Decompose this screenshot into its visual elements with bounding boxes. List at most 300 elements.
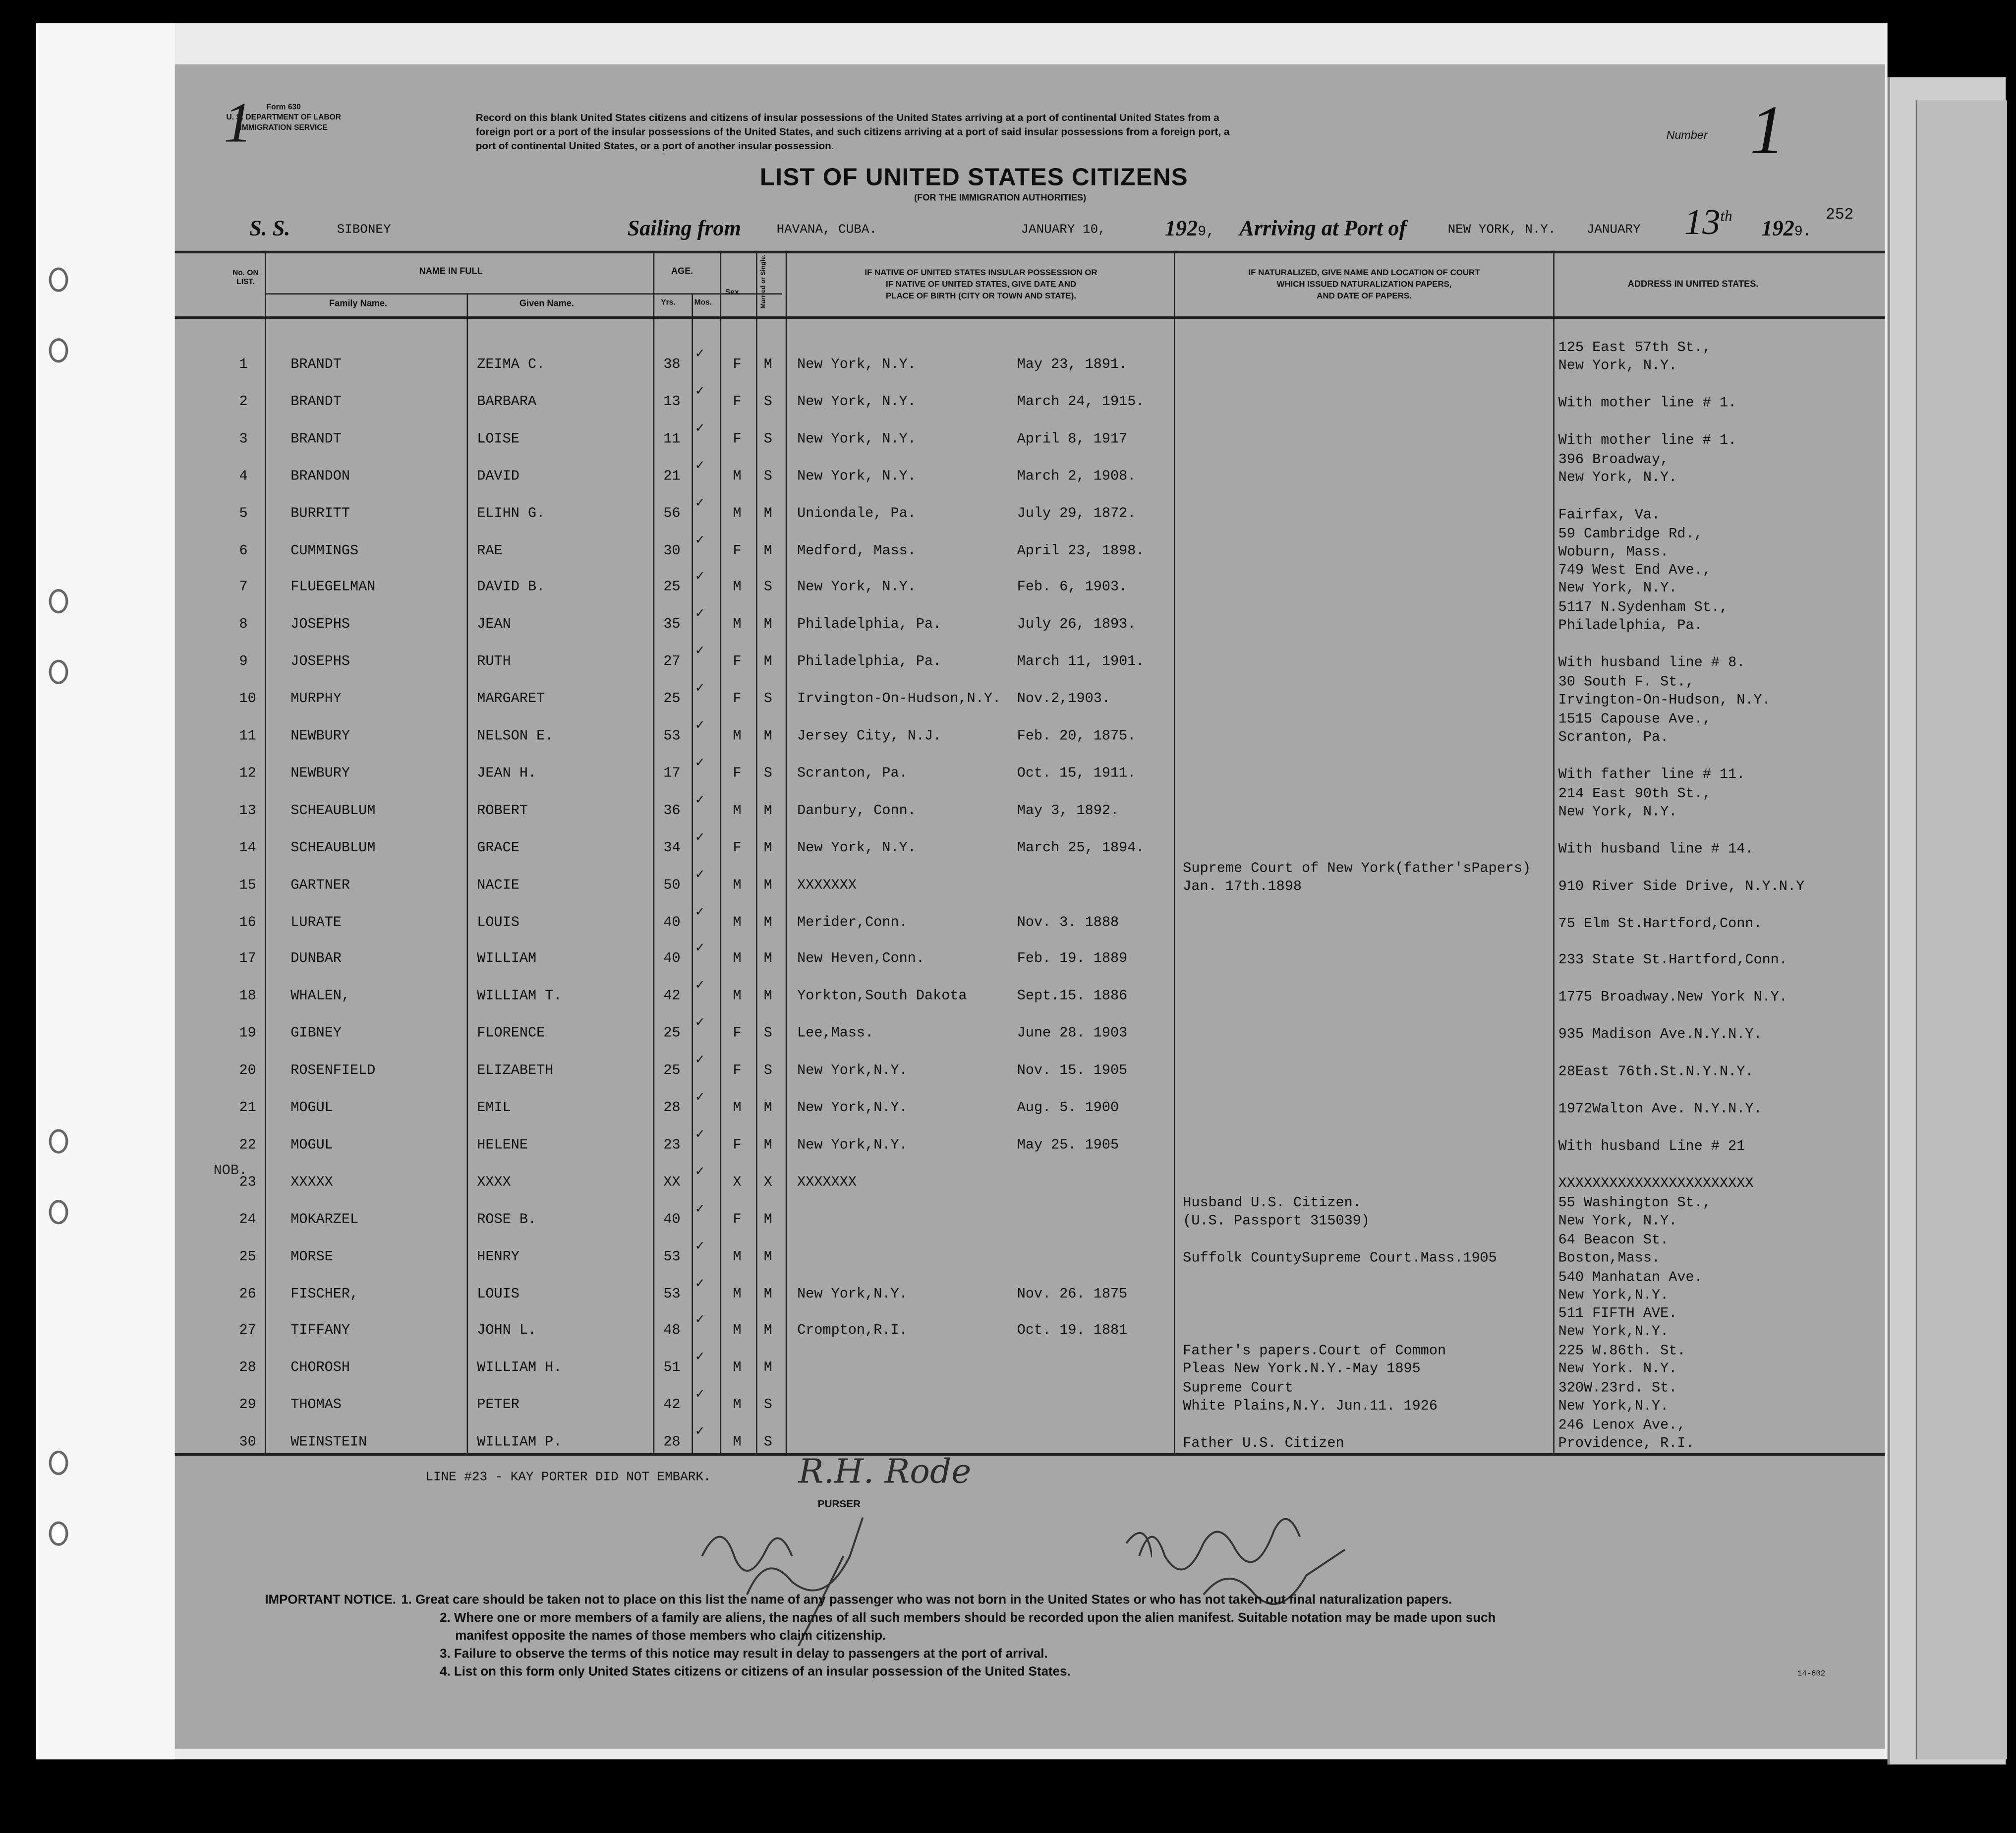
birth-place: New Heven,Conn. (797, 952, 925, 968)
row-number: 12 (239, 766, 256, 782)
birth-date: Nov. 26. 1875 (1017, 1287, 1128, 1302)
birth-place: New York, N.Y. (797, 580, 916, 596)
line-note: LINE #23 - KAY PORTER DID NOT EMBARK. (425, 1471, 711, 1485)
address-line: 935 Madison Ave.N.Y.N.Y. (1558, 1027, 1762, 1044)
given-name: ROBERT (477, 803, 528, 819)
sex: F (733, 395, 742, 411)
signature-stroke (702, 1537, 792, 1571)
birth-place: Medford, Mass. (797, 543, 916, 559)
address-line: 246 Lenox Ave., (1558, 1419, 1686, 1434)
important-notice (265, 1592, 1496, 1682)
naturalization-line: Pleas New York.N.Y.-May 1895 (1183, 1362, 1421, 1378)
row-number: 8 (239, 617, 248, 633)
given-name: ELIZABETH (477, 1064, 554, 1079)
us-address (1558, 377, 1737, 413)
address-line: Scranton, Pa. (1558, 730, 1669, 746)
given-name: JOHN L. (477, 1324, 537, 1340)
table-row (175, 1232, 1885, 1269)
birth-date: May 23, 1891. (1017, 357, 1128, 373)
address-line (1558, 414, 1737, 432)
row-number: 1 (239, 357, 248, 373)
check-mark-icon: ✓ (695, 459, 704, 474)
row-number: 13 (239, 803, 256, 819)
ship-name: SIBONEY (337, 224, 391, 238)
check-mark-icon: ✓ (695, 1351, 704, 1366)
age-years: 34 (663, 840, 681, 856)
col-header-family: Family Name. (329, 299, 388, 309)
address-line: Philadelphia, Pa. (1558, 619, 1703, 635)
birth-date: Sept.15. 1886 (1017, 989, 1128, 1005)
punch-hole (49, 268, 68, 292)
age-years: 25 (663, 692, 681, 708)
address-line: 55 Washington St., (1558, 1195, 1711, 1211)
birth-place: New York, N.Y. (797, 431, 916, 448)
instruction-line: port of continental United States, or a port of another insular possession. (475, 140, 834, 152)
family-name: MOGUL (290, 1138, 333, 1154)
sex: F (733, 357, 742, 373)
address-line (1558, 934, 1787, 952)
us-address (1558, 1418, 1694, 1454)
birth-place: Irvington-On-Hudson,N.Y. (797, 692, 1001, 708)
address-line: 320W.23rd. St. (1558, 1381, 1677, 1397)
sex: M (733, 878, 742, 893)
address-line (1558, 637, 1745, 654)
address-line: 233 State St.Hartford,Conn. (1558, 953, 1787, 969)
signature-stroke (747, 1518, 863, 1595)
back-page-edge-2 (1916, 100, 2007, 1759)
table-row (175, 1083, 1885, 1120)
given-name: EMIL (477, 1101, 511, 1117)
year-suffix: 9. (1794, 225, 1811, 241)
family-name: BRANDT (290, 431, 342, 448)
check-mark-icon: ✓ (695, 570, 704, 586)
address-line: With mother line # 1. (1558, 433, 1737, 449)
sex: M (733, 1287, 742, 1302)
age-years: 23 (663, 1138, 681, 1154)
punch-hole (49, 660, 68, 684)
address-line: 511 FIFTH AVE. (1558, 1307, 1677, 1323)
table-row (175, 563, 1885, 600)
table-row (175, 1306, 1885, 1343)
citizens-list-form (175, 64, 1885, 1749)
given-name: DAVID B. (477, 580, 545, 596)
address-line: 214 East 90th St., (1558, 786, 1711, 803)
arriving-month: JANUARY (1586, 224, 1641, 238)
age-years: 51 (663, 1361, 681, 1377)
marital-status: S (763, 431, 772, 448)
row-number: 24 (239, 1212, 256, 1228)
naturalization-line: White Plains,N.Y. Jun.11. 1926 (1183, 1399, 1438, 1415)
sex: M (733, 580, 742, 596)
naturalization-details (1183, 860, 1531, 896)
address-line: XXXXXXXXXXXXXXXXXXXXXXX (1558, 1176, 1754, 1192)
row-number: 5 (239, 506, 248, 522)
marital-status: M (763, 989, 772, 1005)
arriving-label: Arriving at Port of (1239, 216, 1407, 241)
family-name: MOKARZEL (290, 1212, 359, 1228)
given-name: WILLIAM H. (477, 1361, 562, 1377)
marital-status: S (763, 1435, 772, 1451)
us-address (1558, 526, 1703, 562)
birth-date: March 24, 1915. (1017, 395, 1145, 411)
birth-place: Scranton, Pa. (797, 766, 908, 782)
col-header-native (795, 268, 1167, 302)
row-number: 15 (239, 878, 256, 893)
us-address (1558, 1008, 1762, 1045)
age-years: 28 (663, 1101, 681, 1117)
arriving-day (1684, 203, 1732, 244)
table-row (175, 674, 1885, 711)
row-number: 26 (239, 1287, 256, 1302)
check-mark-icon: ✓ (695, 718, 704, 735)
age-years: 13 (663, 395, 681, 411)
check-mark-icon: ✓ (695, 1053, 704, 1069)
check-mark-icon: ✓ (695, 830, 704, 846)
col-header-sex: Sex. (725, 289, 741, 297)
family-name: FISCHER, (290, 1287, 359, 1302)
birth-place: New York, N.Y. (797, 840, 916, 856)
birth-date: March 11, 1901. (1017, 654, 1145, 670)
sailing-port: HAVANA, CUBA. (776, 224, 877, 238)
notice-title: IMPORTANT NOTICE. (265, 1593, 396, 1608)
us-address (1558, 711, 1711, 747)
family-name: BRANDT (290, 357, 342, 373)
sex: M (733, 1435, 742, 1451)
family-name: ROSENFIELD (290, 1064, 376, 1079)
address-line (1558, 1083, 1762, 1101)
col-header-native-line: IF NATIVE OF UNITED STATES INSULAR POSSESSION OR (864, 269, 1097, 278)
family-name: SCHEAUBLUM (290, 803, 376, 819)
marital-status: S (763, 1398, 772, 1414)
sex: F (733, 840, 742, 856)
family-name: BRANDON (290, 469, 350, 485)
check-mark-icon: ✓ (695, 607, 704, 623)
age-years: 53 (663, 1287, 681, 1302)
given-name: MARGARET (477, 692, 545, 708)
family-name: SCHEAUBLUM (290, 840, 376, 856)
sex: F (733, 1064, 742, 1079)
us-address (1558, 1306, 1677, 1342)
marital-status: M (763, 1212, 772, 1228)
table-row (175, 1269, 1885, 1306)
marital-status: S (763, 1026, 772, 1042)
naturalization-line: Suffolk CountySupreme Court.Mass.1905 (1183, 1250, 1497, 1266)
age-years: 40 (663, 1212, 681, 1228)
address-line: 910 River Side Drive, N.Y.N.Y (1558, 879, 1805, 895)
us-address (1558, 1269, 1703, 1305)
address-line: New York,N.Y. (1558, 1288, 1669, 1303)
check-mark-icon: ✓ (695, 1276, 704, 1292)
marital-status: M (763, 1361, 772, 1377)
table-row (175, 414, 1885, 451)
birth-place: Philadelphia, Pa. (797, 654, 942, 670)
row-number: 2 (239, 395, 248, 411)
marital-status: M (763, 357, 772, 373)
marital-status: M (763, 878, 772, 893)
form-id-line: IMMIGRATION SERVICE (239, 124, 328, 133)
birth-place: Danbury, Conn. (797, 803, 916, 819)
age-years: 25 (663, 580, 681, 596)
birth-place: New York, N.Y. (797, 357, 916, 373)
notice-line: manifest opposite the names of those members who claim citizenship. (455, 1629, 886, 1644)
arriving-day-suffix: th (1720, 206, 1732, 225)
list-number: 1 (1750, 91, 1785, 169)
col-header-naturalized (1180, 268, 1548, 302)
address-line (1558, 488, 1660, 506)
check-mark-icon: ✓ (695, 496, 704, 512)
family-name: WHALEN, (290, 989, 350, 1005)
family-name: MURPHY (290, 692, 342, 708)
row-number: 30 (239, 1435, 256, 1451)
marital-status: M (763, 729, 772, 745)
given-name: DAVID (477, 469, 519, 485)
birth-date: Feb. 20, 1875. (1017, 729, 1136, 745)
address-line: New York,N.Y. (1558, 1399, 1669, 1415)
given-name: RAE (477, 543, 503, 559)
punch-hole (49, 1451, 68, 1475)
family-name: BURRITT (290, 506, 350, 522)
marital-status: M (763, 803, 772, 819)
sex: M (733, 952, 742, 968)
row-number: 22 (239, 1138, 256, 1154)
sex: X (733, 1175, 742, 1191)
age-years: 27 (663, 654, 681, 670)
family-name: CUMMINGS (290, 543, 359, 559)
given-name: LOUIS (477, 1287, 519, 1302)
marital-status: S (763, 395, 772, 411)
address-line: With husband line # 8. (1558, 656, 1745, 672)
naturalization-line: Jan. 17th.1898 (1183, 879, 1302, 895)
birth-date: Nov. 3. 1888 (1017, 915, 1119, 931)
col-header-native-line: IF NATIVE OF UNITED STATES, GIVE DATE AND (886, 280, 1077, 290)
given-name: ROSE B. (477, 1212, 537, 1228)
table-row (175, 934, 1885, 971)
address-line (1558, 823, 1754, 840)
row-number: 17 (239, 952, 256, 968)
check-mark-icon: ✓ (695, 1239, 704, 1255)
purser-label: PURSER (817, 1498, 861, 1510)
form-code: 14-602 (1797, 1669, 1826, 1678)
row-number: 7 (239, 580, 248, 596)
family-name: JOSEPHS (290, 654, 350, 670)
check-mark-icon: ✓ (695, 421, 704, 437)
address-line: 396 Broadway, (1558, 452, 1669, 468)
address-line: 30 South F. St., (1558, 675, 1694, 691)
birth-date: May 3, 1892. (1017, 803, 1119, 819)
given-name: ELIHN G. (477, 506, 545, 522)
us-address (1558, 785, 1711, 822)
given-name: NELSON E. (477, 729, 554, 745)
family-name: XXXXX (290, 1175, 333, 1191)
sex: F (733, 654, 742, 670)
us-address (1558, 1083, 1762, 1119)
row-number: 3 (239, 431, 248, 448)
check-mark-icon: ✓ (695, 1202, 704, 1218)
table-row (175, 488, 1885, 526)
given-name: JEAN H. (477, 766, 537, 782)
address-line: Providence, R.I. (1558, 1436, 1694, 1452)
sex: M (733, 1361, 742, 1377)
row-number: 11 (239, 729, 256, 745)
birth-place: New York, N.Y. (797, 469, 916, 485)
arriving-day-number: 13 (1684, 203, 1721, 243)
table-row (175, 785, 1885, 823)
marital-status: M (763, 543, 772, 559)
address-line: 125 East 57th St., (1558, 341, 1711, 356)
marital-status: M (763, 1101, 772, 1117)
birth-date: Nov. 15. 1905 (1017, 1064, 1128, 1079)
us-address (1558, 897, 1762, 933)
address-line: 1972Walton Ave. N.Y.N.Y. (1558, 1102, 1762, 1118)
col-header-mos: Mos. (694, 299, 712, 307)
marital-status: S (763, 1064, 772, 1079)
birth-place: New York,N.Y. (797, 1101, 908, 1117)
birth-place: XXXXXXX (797, 878, 857, 893)
given-name: HELENE (477, 1138, 528, 1154)
birth-date: Feb. 6, 1903. (1017, 580, 1128, 596)
punch-hole (49, 589, 68, 613)
birth-date: Feb. 19. 1889 (1017, 952, 1128, 968)
row-number: 25 (239, 1249, 256, 1265)
birth-date: July 29, 1872. (1017, 506, 1136, 522)
family-name: BRANDT (290, 395, 342, 411)
family-name: NEWBURY (290, 766, 350, 782)
age-years: 25 (663, 1026, 681, 1042)
birth-place: New York,N.Y. (797, 1138, 908, 1154)
naturalization-details (1183, 1418, 1344, 1454)
row-number: 28 (239, 1361, 256, 1377)
check-mark-icon: ✓ (695, 644, 704, 660)
sex: F (733, 692, 742, 708)
address-line: New York, N.Y. (1558, 358, 1677, 374)
table-row (175, 637, 1885, 674)
age-years: 53 (663, 1249, 681, 1265)
us-address (1558, 1343, 1686, 1379)
table-row (175, 1343, 1885, 1380)
form-id-line: U. S. DEPARTMENT OF LABOR (226, 114, 341, 122)
sex: M (733, 1324, 742, 1340)
us-address (1558, 451, 1677, 487)
row-number: 23 (239, 1175, 256, 1191)
address-line (1558, 1008, 1762, 1026)
given-name: WILLIAM P. (477, 1435, 562, 1451)
address-line: With mother line # 1. (1558, 396, 1737, 412)
check-mark-icon: ✓ (695, 793, 704, 809)
age-years: 30 (663, 543, 681, 559)
given-name: NACIE (477, 878, 519, 893)
us-address (1558, 1157, 1754, 1193)
check-mark-icon: ✓ (695, 1016, 704, 1032)
marital-status: M (763, 654, 772, 670)
address-line: 5117 N.Sydenham St., (1558, 601, 1728, 617)
family-name: FLUEGELMAN (290, 580, 376, 596)
given-name: GRACE (477, 840, 519, 856)
naturalization-line: (U.S. Passport 315039) (1183, 1213, 1370, 1229)
age-years: 35 (663, 617, 681, 633)
year-prefix: 192 (1761, 216, 1794, 241)
given-name: RUTH (477, 654, 511, 670)
notice-line: 4. List on this form only United States citizens or citizens of an insular possession of the United States. (440, 1665, 1071, 1680)
address-line: 225 W.86th. St. (1558, 1344, 1686, 1360)
address-line: 59 Cambridge Rd., (1558, 527, 1703, 542)
sex: M (733, 1101, 742, 1117)
naturalization-line: Husband U.S. Citizen. (1183, 1195, 1361, 1211)
age-years: XX (663, 1175, 681, 1191)
us-address (1558, 1232, 1669, 1268)
birth-place: Yorkton,South Dakota (797, 989, 967, 1005)
naturalization-details (1183, 1232, 1497, 1268)
table-row (175, 1194, 1885, 1232)
table-row (175, 526, 1885, 563)
check-mark-icon: ✓ (695, 867, 704, 883)
birth-place: New York,N.Y. (797, 1287, 908, 1302)
birth-place: Lee,Mass. (797, 1026, 874, 1042)
col-header-naturalized-line: IF NATURALIZED, GIVE NAME AND LOCATION OF COURT (1248, 269, 1480, 278)
age-years: 21 (663, 469, 681, 485)
us-address (1558, 1120, 1745, 1156)
sailing-date: JANUARY 10, (1021, 224, 1106, 238)
check-mark-icon: ✓ (695, 904, 704, 920)
col-header-yrs: Yrs. (661, 299, 676, 307)
sex: M (733, 989, 742, 1005)
sex: F (733, 1026, 742, 1042)
check-mark-icon: ✓ (695, 942, 704, 957)
address-line: New York, N.Y. (1558, 470, 1677, 486)
col-header-naturalized-line: AND DATE OF PAPERS. (1317, 292, 1412, 301)
notice-line: 2. Where one or more members of a family are aliens, the names of all such members should be recorded upon the alien manifest. Suitable notation may be made upon such (440, 1611, 1496, 1626)
birth-date: May 25. 1905 (1017, 1138, 1119, 1154)
us-address (1558, 674, 1771, 710)
table-row (175, 1157, 1885, 1194)
birth-date: July 26, 1893. (1017, 617, 1136, 633)
us-address (1558, 414, 1737, 450)
us-address (1558, 971, 1787, 1007)
marital-status: M (763, 506, 772, 522)
row-number: 18 (239, 989, 256, 1005)
sex: M (733, 506, 742, 522)
birth-date: June 28. 1903 (1017, 1026, 1128, 1042)
table-row (175, 1046, 1885, 1083)
check-mark-icon: ✓ (695, 979, 704, 995)
age-years: 28 (663, 1435, 681, 1451)
us-address (1558, 637, 1745, 673)
family-name: GIBNEY (290, 1026, 342, 1042)
naturalization-line (1183, 1232, 1497, 1249)
marital-status: S (763, 469, 772, 485)
instructions (476, 111, 1230, 153)
address-line: Boston,Mass. (1558, 1250, 1661, 1266)
sex: F (733, 543, 742, 559)
age-years: 40 (663, 952, 681, 968)
address-line (1558, 1120, 1745, 1138)
address-line: 1775 Broadway.New York N.Y. (1558, 990, 1787, 1006)
address-line (1558, 377, 1737, 395)
address-line: Fairfax, Va. (1558, 507, 1661, 523)
age-years: 48 (663, 1324, 681, 1340)
birth-place: New York,N.Y. (797, 1064, 908, 1079)
family-name: LURATE (290, 915, 342, 931)
number-label: Number (1666, 128, 1708, 142)
check-mark-icon: ✓ (695, 756, 704, 771)
col-header-name: NAME IN FULL (419, 267, 483, 277)
naturalization-line: Supreme Court (1183, 1381, 1293, 1397)
us-address (1558, 340, 1711, 376)
address-line: Irvington-On-Hudson, N.Y. (1558, 693, 1771, 709)
age-years: 17 (663, 766, 681, 782)
us-address (1558, 488, 1660, 525)
row-number: 19 (239, 1026, 256, 1042)
address-line: 75 Elm St.Hartford,Conn. (1558, 916, 1762, 932)
